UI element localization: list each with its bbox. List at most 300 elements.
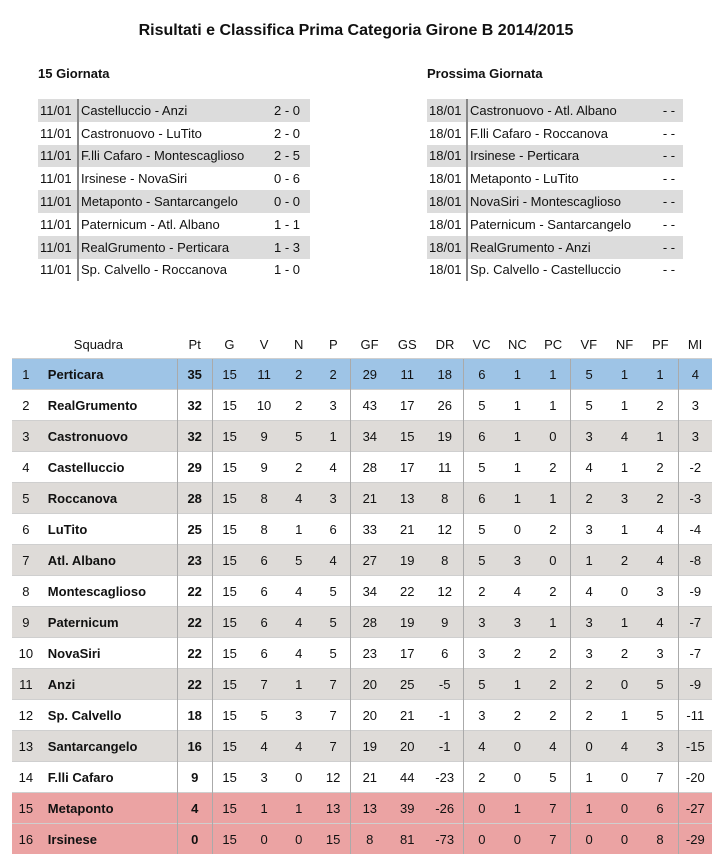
cell-goals-against: 21 [388,514,426,545]
cell-points: 32 [177,421,212,452]
cell-played: 15 [212,731,247,762]
cell-home-drawn: 1 [500,359,536,390]
fixture-score: 1 - 0 [264,259,310,282]
cell-goal-diff: -1 [426,731,464,762]
cell-goals-against: 19 [388,545,426,576]
fixture-match: Paternicum - Santarcangelo [467,213,655,236]
cell-away-won: 2 [571,483,607,514]
cell-pos: 7 [12,545,40,576]
cell-mi: -11 [678,700,712,731]
cell-home-won: 4 [464,731,500,762]
standings-row [12,669,712,700]
cell-lost: 7 [316,669,351,700]
fixture-score: - - [655,259,683,282]
cell-home-drawn: 3 [500,545,536,576]
cell-lost: 1 [316,421,351,452]
cell-home-won: 5 [464,669,500,700]
cell-away-won: 3 [571,514,607,545]
header-away-lost: PF [642,331,678,359]
cell-drawn: 2 [281,359,316,390]
cell-points: 22 [177,669,212,700]
cell-played: 15 [212,762,247,793]
cell-home-drawn: 2 [500,700,536,731]
cell-goals-for: 33 [351,514,389,545]
fixture-date: 11/01 [38,122,78,145]
fixture-score: - - [655,145,683,168]
cell-lost: 13 [316,793,351,824]
cell-goal-diff: -23 [426,762,464,793]
header-goals-for: GF [351,331,389,359]
cell-won: 9 [247,452,282,483]
fixture-match: RealGrumento - Anzi [467,236,655,259]
cell-goal-diff: 6 [426,638,464,669]
cell-points: 23 [177,545,212,576]
cell-drawn: 3 [281,700,316,731]
cell-away-drawn: 1 [607,452,643,483]
fixture-row [38,259,310,282]
cell-home-lost: 2 [535,452,571,483]
header-home-won: VC [464,331,500,359]
cell-goals-for: 19 [351,731,389,762]
cell-home-won: 5 [464,545,500,576]
cell-goal-diff: -5 [426,669,464,700]
cell-goals-for: 21 [351,762,389,793]
cell-away-won: 0 [571,824,607,854]
next-round-table [427,99,683,281]
cell-team: Santarcangelo [40,731,178,762]
cell-away-won: 3 [571,421,607,452]
fixture-row [38,99,310,122]
cell-pos: 5 [12,483,40,514]
cell-home-drawn: 1 [500,793,536,824]
header-away-drawn: NF [607,331,643,359]
cell-away-lost: 8 [642,824,678,854]
cell-won: 7 [247,669,282,700]
next-round-heading: Prossima Giornata [427,66,543,81]
cell-drawn: 5 [281,421,316,452]
cell-home-drawn: 1 [500,421,536,452]
cell-mi: -3 [678,483,712,514]
cell-goals-for: 29 [351,359,389,390]
header-won: V [247,331,282,359]
fixture-match: Castronuovo - Atl. Albano [467,99,655,122]
cell-away-drawn: 0 [607,793,643,824]
cell-points: 22 [177,607,212,638]
cell-goals-against: 20 [388,731,426,762]
standings-table [12,331,712,854]
cell-away-won: 0 [571,731,607,762]
cell-won: 6 [247,576,282,607]
fixture-match: RealGrumento - Perticara [78,236,264,259]
fixture-date: 18/01 [427,259,467,282]
fixture-match: Castronuovo - LuTito [78,122,264,145]
cell-home-drawn: 2 [500,638,536,669]
cell-drawn: 1 [281,514,316,545]
cell-goals-against: 17 [388,390,426,421]
cell-pos: 4 [12,452,40,483]
page-title: Risultati e Classifica Prima Categoria Girone B 2014/2015 [0,22,712,40]
cell-goal-diff: 26 [426,390,464,421]
cell-goals-against: 11 [388,359,426,390]
cell-lost: 7 [316,731,351,762]
cell-goals-for: 23 [351,638,389,669]
cell-goals-against: 19 [388,607,426,638]
fixture-score: 1 - 1 [264,213,310,236]
cell-away-drawn: 1 [607,700,643,731]
standings-row [12,824,712,854]
cell-home-drawn: 0 [500,731,536,762]
cell-goals-against: 22 [388,576,426,607]
cell-home-lost: 0 [535,545,571,576]
cell-mi: -8 [678,545,712,576]
cell-home-won: 5 [464,390,500,421]
cell-goals-against: 21 [388,700,426,731]
cell-team: Atl. Albano [40,545,178,576]
cell-away-won: 1 [571,762,607,793]
fixture-row [38,213,310,236]
standings-row [12,545,712,576]
results-table [38,99,310,281]
cell-away-drawn: 2 [607,545,643,576]
cell-points: 22 [177,638,212,669]
cell-mi: -4 [678,514,712,545]
fixture-date: 11/01 [38,190,78,213]
cell-away-drawn: 1 [607,607,643,638]
cell-points: 22 [177,576,212,607]
cell-home-won: 3 [464,638,500,669]
cell-away-won: 4 [571,452,607,483]
cell-away-won: 2 [571,669,607,700]
cell-mi: 4 [678,359,712,390]
cell-lost: 6 [316,514,351,545]
cell-away-lost: 5 [642,669,678,700]
cell-lost: 5 [316,638,351,669]
cell-points: 9 [177,762,212,793]
cell-away-lost: 7 [642,762,678,793]
cell-home-drawn: 1 [500,390,536,421]
standings-row [12,514,712,545]
cell-pos: 12 [12,700,40,731]
cell-home-drawn: 1 [500,483,536,514]
cell-lost: 3 [316,390,351,421]
standings-row [12,452,712,483]
cell-pos: 11 [12,669,40,700]
cell-goals-for: 34 [351,421,389,452]
fixture-score: - - [655,99,683,122]
standings-row [12,607,712,638]
cell-mi: -27 [678,793,712,824]
cell-points: 35 [177,359,212,390]
fixture-row [427,213,683,236]
header-home-drawn: NC [500,331,536,359]
fixture-row [427,259,683,282]
header-drawn: N [281,331,316,359]
cell-pos: 14 [12,762,40,793]
fixture-row [427,190,683,213]
fixture-date: 18/01 [427,213,467,236]
header-points: Pt [177,331,212,359]
cell-won: 6 [247,545,282,576]
cell-points: 18 [177,700,212,731]
cell-team: Anzi [40,669,178,700]
fixture-score: 1 - 3 [264,236,310,259]
cell-won: 1 [247,793,282,824]
cell-home-drawn: 3 [500,607,536,638]
cell-away-drawn: 1 [607,390,643,421]
standings-row [12,421,712,452]
cell-mi: -7 [678,607,712,638]
header-goals-against: GS [388,331,426,359]
cell-away-won: 1 [571,793,607,824]
fixture-match: Sp. Calvello - Castelluccio [467,259,655,282]
fixture-score: 2 - 0 [264,99,310,122]
cell-home-lost: 2 [535,514,571,545]
cell-home-lost: 5 [535,762,571,793]
fixture-match: Paternicum - Atl. Albano [78,213,264,236]
cell-played: 15 [212,793,247,824]
fixture-row [38,167,310,190]
cell-lost: 5 [316,607,351,638]
cell-away-lost: 3 [642,638,678,669]
standings-row [12,483,712,514]
cell-team: NovaSiri [40,638,178,669]
standings-row [12,731,712,762]
cell-pos: 16 [12,824,40,854]
cell-home-won: 6 [464,359,500,390]
cell-mi: -20 [678,762,712,793]
cell-home-won: 2 [464,576,500,607]
cell-won: 10 [247,390,282,421]
cell-played: 15 [212,607,247,638]
cell-away-drawn: 0 [607,762,643,793]
cell-won: 11 [247,359,282,390]
fixture-row [38,190,310,213]
fixture-score: 2 - 0 [264,122,310,145]
cell-lost: 3 [316,483,351,514]
cell-lost: 12 [316,762,351,793]
cell-home-won: 0 [464,824,500,854]
cell-home-lost: 7 [535,793,571,824]
cell-away-lost: 4 [642,607,678,638]
cell-drawn: 5 [281,545,316,576]
fixture-score: - - [655,190,683,213]
fixture-score: - - [655,236,683,259]
cell-goal-diff: -26 [426,793,464,824]
cell-lost: 4 [316,452,351,483]
cell-home-lost: 1 [535,483,571,514]
cell-played: 15 [212,576,247,607]
cell-points: 28 [177,483,212,514]
fixture-match: Sp. Calvello - Roccanova [78,259,264,282]
cell-home-lost: 1 [535,359,571,390]
cell-home-lost: 0 [535,421,571,452]
standings-row [12,638,712,669]
cell-pos: 2 [12,390,40,421]
fixture-match: F.lli Cafaro - Montescaglioso [78,145,264,168]
cell-goals-against: 39 [388,793,426,824]
cell-goal-diff: 18 [426,359,464,390]
cell-pos: 6 [12,514,40,545]
cell-home-won: 6 [464,483,500,514]
cell-goals-against: 25 [388,669,426,700]
header-played: G [212,331,247,359]
cell-mi: -2 [678,452,712,483]
cell-goals-for: 27 [351,545,389,576]
cell-goals-for: 28 [351,607,389,638]
cell-mi: -9 [678,576,712,607]
cell-goal-diff: 19 [426,421,464,452]
cell-goals-against: 13 [388,483,426,514]
cell-home-drawn: 0 [500,824,536,854]
cell-team: F.lli Cafaro [40,762,178,793]
cell-mi: -29 [678,824,712,854]
cell-home-won: 2 [464,762,500,793]
fixture-date: 18/01 [427,236,467,259]
cell-goal-diff: 9 [426,607,464,638]
cell-away-won: 5 [571,359,607,390]
cell-won: 8 [247,483,282,514]
cell-team: Roccanova [40,483,178,514]
cell-goal-diff: 8 [426,545,464,576]
cell-home-won: 5 [464,514,500,545]
cell-played: 15 [212,514,247,545]
cell-goals-for: 8 [351,824,389,854]
fixture-score: - - [655,167,683,190]
fixture-score: - - [655,213,683,236]
cell-away-lost: 2 [642,452,678,483]
fixture-row [38,236,310,259]
cell-away-drawn: 0 [607,669,643,700]
cell-away-drawn: 4 [607,421,643,452]
cell-mi: -9 [678,669,712,700]
cell-home-drawn: 0 [500,762,536,793]
cell-away-drawn: 3 [607,483,643,514]
standings-row [12,359,712,390]
cell-lost: 2 [316,359,351,390]
cell-goal-diff: 11 [426,452,464,483]
standings-row [12,700,712,731]
cell-lost: 7 [316,700,351,731]
cell-away-drawn: 1 [607,359,643,390]
cell-points: 4 [177,793,212,824]
cell-points: 25 [177,514,212,545]
cell-won: 3 [247,762,282,793]
fixture-date: 11/01 [38,145,78,168]
header-away-won: VF [571,331,607,359]
cell-away-lost: 5 [642,700,678,731]
cell-drawn: 0 [281,824,316,854]
cell-goals-for: 28 [351,452,389,483]
cell-goals-for: 13 [351,793,389,824]
cell-goals-against: 44 [388,762,426,793]
cell-lost: 5 [316,576,351,607]
cell-pos: 13 [12,731,40,762]
header-lost: P [316,331,351,359]
fixture-date: 18/01 [427,99,467,122]
fixture-score: 2 - 5 [264,145,310,168]
fixture-score: - - [655,122,683,145]
cell-lost: 15 [316,824,351,854]
header-team: Squadra [40,331,178,359]
fixture-date: 18/01 [427,190,467,213]
fixture-match: Irsinese - NovaSiri [78,167,264,190]
cell-won: 4 [247,731,282,762]
fixture-row [427,122,683,145]
cell-team: RealGrumento [40,390,178,421]
fixture-date: 11/01 [38,259,78,282]
cell-goal-diff: 12 [426,514,464,545]
standings-row [12,576,712,607]
fixture-row [38,122,310,145]
cell-played: 15 [212,452,247,483]
cell-goals-against: 17 [388,452,426,483]
results-heading: 15 Giornata [38,66,110,81]
cell-points: 29 [177,452,212,483]
cell-home-lost: 2 [535,700,571,731]
cell-away-won: 3 [571,607,607,638]
cell-away-won: 5 [571,390,607,421]
cell-away-drawn: 4 [607,731,643,762]
fixture-score: 0 - 0 [264,190,310,213]
cell-away-lost: 1 [642,421,678,452]
cell-away-won: 4 [571,576,607,607]
cell-away-won: 1 [571,545,607,576]
fixture-row [427,145,683,168]
cell-won: 9 [247,421,282,452]
cell-away-lost: 2 [642,390,678,421]
cell-pos: 10 [12,638,40,669]
cell-played: 15 [212,700,247,731]
cell-home-lost: 2 [535,638,571,669]
cell-home-won: 0 [464,793,500,824]
cell-away-lost: 1 [642,359,678,390]
cell-points: 0 [177,824,212,854]
cell-away-lost: 2 [642,483,678,514]
cell-played: 15 [212,421,247,452]
cell-drawn: 0 [281,762,316,793]
cell-pos: 3 [12,421,40,452]
fixture-date: 11/01 [38,213,78,236]
header-goal-diff: DR [426,331,464,359]
cell-drawn: 2 [281,390,316,421]
cell-team: LuTito [40,514,178,545]
cell-away-drawn: 2 [607,638,643,669]
cell-mi: 3 [678,421,712,452]
cell-drawn: 4 [281,483,316,514]
cell-pos: 1 [12,359,40,390]
cell-played: 15 [212,390,247,421]
cell-home-lost: 4 [535,731,571,762]
fixture-date: 18/01 [427,122,467,145]
fixture-match: Irsinese - Perticara [467,145,655,168]
cell-goal-diff: -1 [426,700,464,731]
cell-home-won: 6 [464,421,500,452]
fixture-row [38,145,310,168]
fixture-row [427,236,683,259]
cell-home-drawn: 4 [500,576,536,607]
cell-away-lost: 3 [642,731,678,762]
cell-drawn: 1 [281,793,316,824]
cell-home-lost: 1 [535,390,571,421]
cell-goals-for: 34 [351,576,389,607]
fixture-match: Metaponto - LuTito [467,167,655,190]
cell-mi: -7 [678,638,712,669]
standings-row [12,390,712,421]
cell-pos: 8 [12,576,40,607]
fixture-date: 11/01 [38,167,78,190]
cell-team: Montescaglioso [40,576,178,607]
fixture-row [427,167,683,190]
